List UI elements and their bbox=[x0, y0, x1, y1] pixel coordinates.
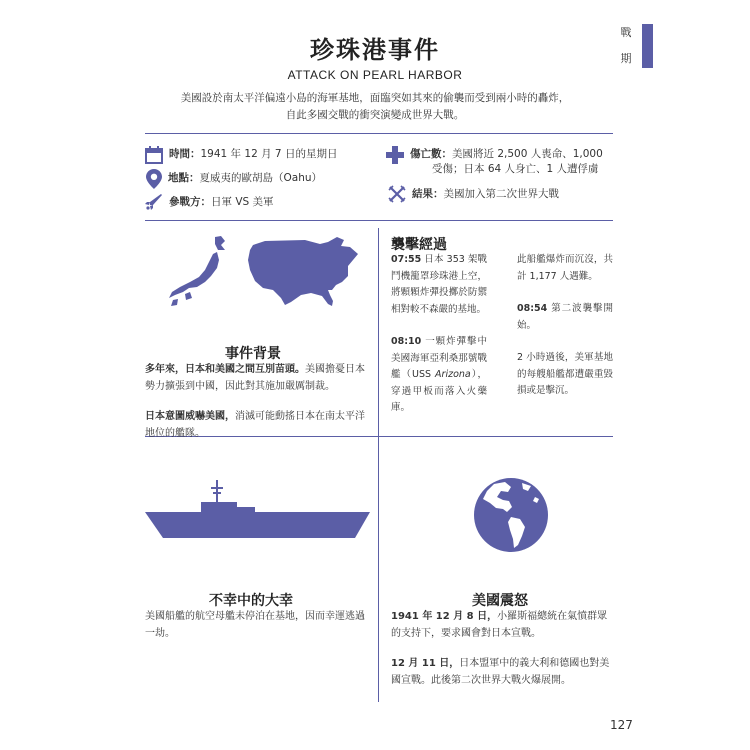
attack-0810: 08:10 一顆炸彈擊中美國海軍亞利桑那號戰艦（USS Arizona），穿過甲板而落入火藥庫。 bbox=[391, 336, 487, 413]
medical-cross-icon bbox=[386, 146, 404, 164]
attack-col-2 bbox=[517, 252, 613, 400]
info-casualties: 傷亡數：美國將近 2,500 人喪命、1,000 受傷；日本 64 人身亡、1 人遭俘虜 bbox=[386, 146, 603, 177]
info-place: 地點：夏威夷的歐胡島（Oahu） bbox=[146, 169, 322, 189]
side-tab-label: 戰 期 bbox=[620, 26, 632, 65]
fortune-text: 美國船艦的航空母艦未停泊在基地，因而幸運逃過一劫。 bbox=[145, 611, 365, 639]
attack-heading: 襲擊經過 bbox=[391, 237, 447, 253]
outrage-heading: 美國震怒 bbox=[472, 593, 528, 609]
background-heading: 事件背景 bbox=[225, 346, 281, 362]
background-para-1: 多年來，日本和美國之間互別苗頭。美國擔憂日本勢力擴張到中國，因此對其施加嚴厲制裁。 bbox=[145, 364, 365, 392]
crossed-swords-icon bbox=[388, 185, 406, 203]
column-divider bbox=[378, 228, 379, 702]
divider-top bbox=[145, 133, 613, 134]
page-title: 珍珠港事件 bbox=[310, 36, 440, 64]
attack-0854: 08:54 第二波襲擊開始。 bbox=[517, 303, 613, 331]
intro-text: 美國設於南太平洋偏遠小島的海軍基地，面臨突如其來的偷襲而受到兩小時的轟炸， 自此多國交戰的衝突演變成世界大戰。 bbox=[180, 92, 570, 121]
outrage-para-1: 1941 年 12 月 8 日，小羅斯福總統在氣憤群眾的支持下，要求國會對日本宣戰。 bbox=[391, 611, 608, 639]
background-para-2: 日本意圖威嚇美國，消滅可能動搖日本在南太平洋地位的艦隊。 bbox=[145, 411, 365, 439]
calendar-icon bbox=[145, 146, 163, 164]
attack-0755: 07:55 日本 353 架戰鬥機籠罩珍珠港上空，將顆顆炸彈投擲於防禦相對較不森嚴的基地。 bbox=[391, 254, 487, 315]
attack-col-1 bbox=[391, 252, 487, 417]
warship-illustration bbox=[145, 478, 370, 540]
divider-mid bbox=[145, 220, 613, 221]
info-parties: 參戰方：日軍 VS 美軍 bbox=[145, 193, 274, 211]
japan-usa-maps bbox=[165, 232, 370, 332]
outrage-para-2: 12 月 11 日，日本盟軍中的義大利和德國也對美國宣戰。此後第二次世界大戰火爆展開。 bbox=[391, 658, 610, 686]
fortune-heading: 不幸中的大幸 bbox=[209, 593, 293, 609]
page-number: 127 bbox=[610, 718, 633, 732]
globe-illustration bbox=[473, 477, 549, 553]
page-subtitle: ATTACK ON PEARL HARBOR bbox=[287, 68, 463, 82]
missile-icon bbox=[145, 193, 163, 211]
attack-aftermath: 2 小時過後，美軍基地的每艘船艦都遭嚴重毀損或是擊沉。 bbox=[517, 352, 613, 396]
info-time: 時間：1941 年 12 月 7 日的星期日 bbox=[145, 146, 337, 164]
location-pin-icon bbox=[146, 169, 162, 189]
info-result: 結果：美國加入第二次世界大戰 bbox=[388, 185, 559, 203]
attack-sinking: 此船艦爆炸而沉沒，共計 1,177 人遇難。 bbox=[517, 254, 613, 282]
